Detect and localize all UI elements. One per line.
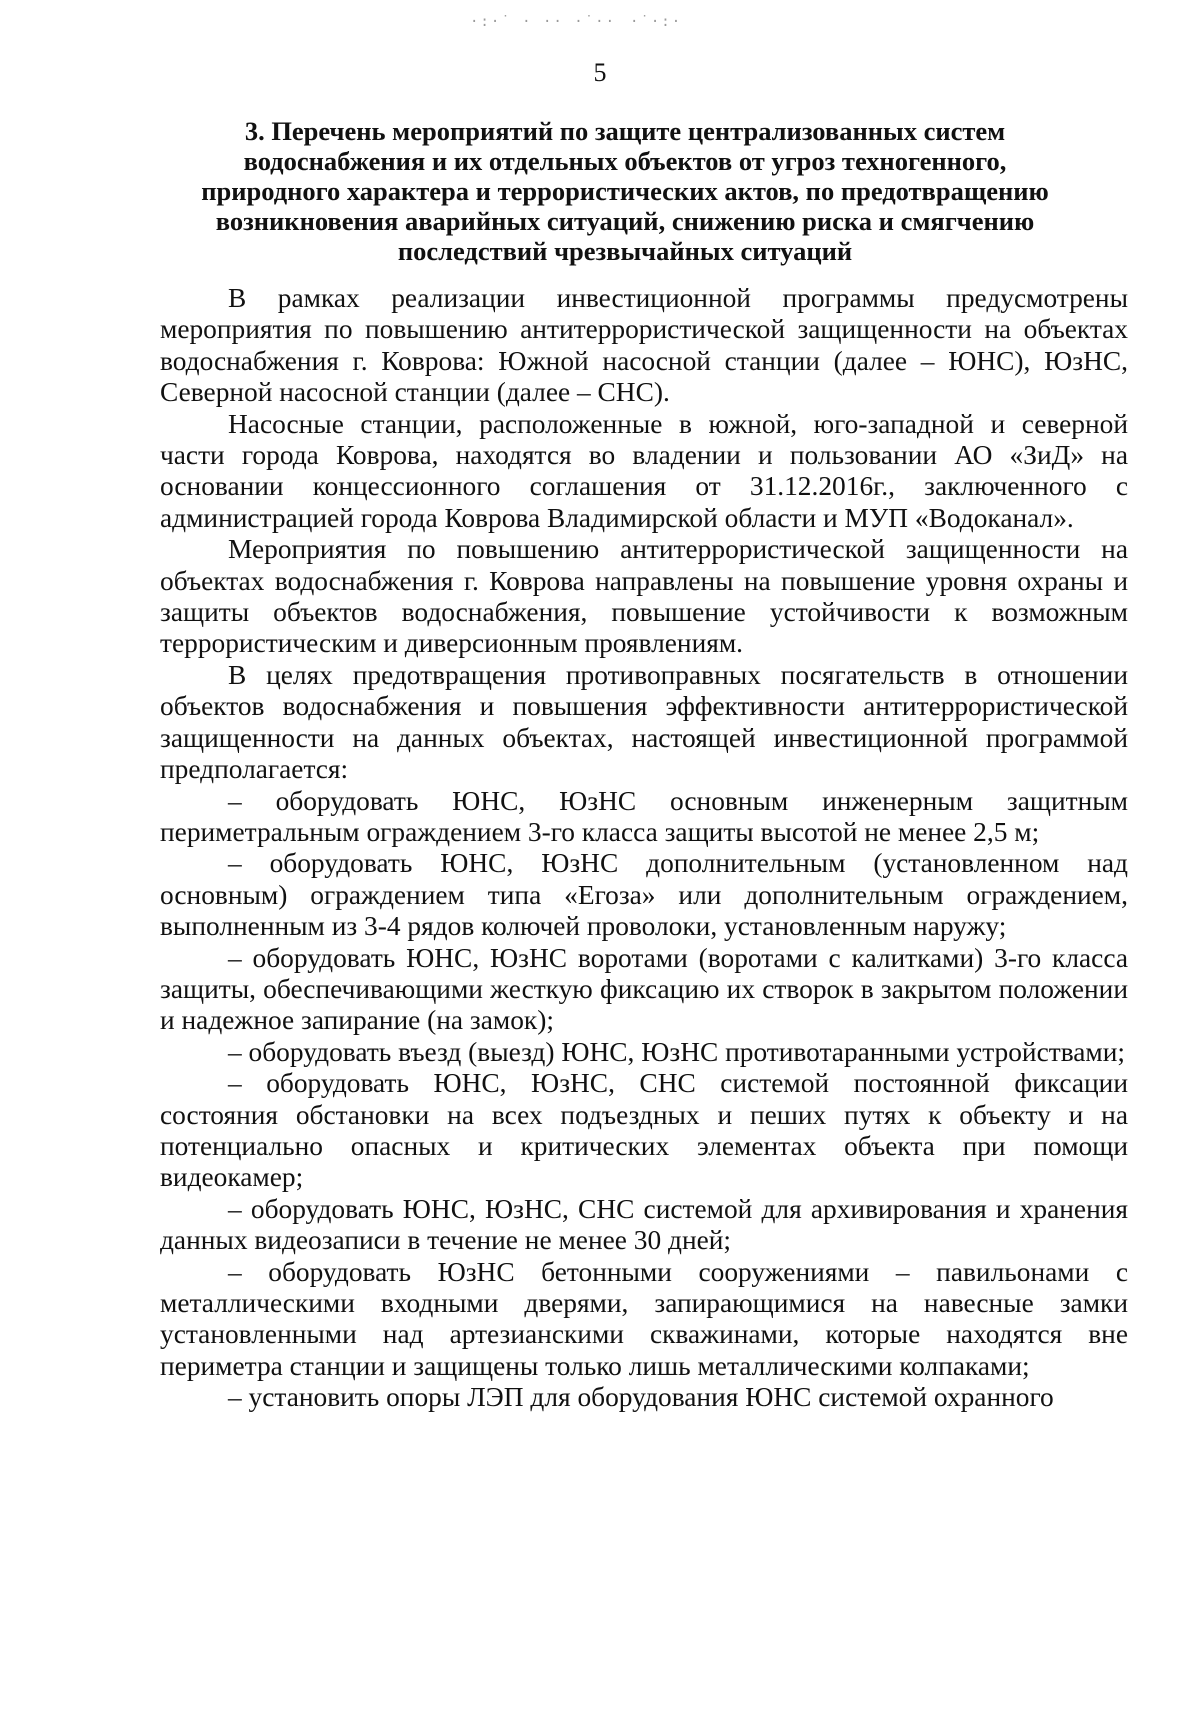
section-title-line: возникновения аварийных ситуаций, снижению риска и смягчению xyxy=(215,206,1035,236)
list-item: – оборудовать въезд (выезд) ЮНС, ЮзНС противотаранными устройствами; xyxy=(228,1036,1126,1067)
section-title-line: водоснабжения и их отдельных объектов от угроз техногенного, xyxy=(243,146,1007,176)
body-paragraph: В рамках реализации инвестиционной программы предусмотрены мероприятия по повышению антитеррористической защищенности на объектах водоснабжения г. Коврова: Южной насосной станции (далее – ЮНС), ЮзНС, Северной насосной станции (далее – СНС). xyxy=(160,283,1128,408)
list-item: – оборудовать ЮНС, ЮзНС, СНС системой для архивирования и хранения данных видеозаписи в течение не менее 30 дней; xyxy=(160,1193,1128,1256)
scan-artifact: ·˙·:· xyxy=(630,14,683,30)
list-item: – оборудовать ЮНС, ЮзНС основным инженерным защитным периметральным ограждением 3-го класса защиты высотой не менее 2,5 м; xyxy=(160,785,1128,847)
section-title-line: последствий чрезвычайных ситуаций xyxy=(397,236,853,266)
section-title-line: природного характера и террористических актов, по предотвращению xyxy=(201,176,1049,206)
body-paragraph: Насосные станции, расположенные в южной, юго-западной и северной части города Коврова, находятся во владении и пользовании АО «ЗиД» на основании концессионного соглашения от 31.12.2016г., заключенного с администрацией города Коврова Владимирской области и МУП «Водоканал». xyxy=(160,408,1128,533)
body-paragraph: В целях предотвращения противоправных посягательств в отношении объектов водоснабжения и повышения эффективности антитеррористической защищенности на данных объектах, настоящей инвестиционной программой предполагается: xyxy=(160,659,1128,785)
body-paragraph: Мероприятия по повышению антитеррористической защищенности на объектах водоснабжения г. Коврова направлены на повышение уровня охраны и защиты объектов водоснабжения, повышение устойчивости к возможным террористическим и диверсионным проявлениям. xyxy=(160,534,1128,659)
page-number: 5 xyxy=(593,58,607,87)
list-item: – оборудовать ЮНС, ЮзНС дополнительным (установленном над основным) ограждением типа «Егоза» или дополнительным ограждением, выполненным из 3-4 рядов колючей проволоки, установленным наружу; xyxy=(160,848,1128,942)
list-item: – установить опоры ЛЭП для оборудования ЮНС системой охранного xyxy=(228,1382,1054,1413)
section-title-line: 3. Перечень мероприятий по защите централизованных систем xyxy=(244,116,1006,146)
list-item: – оборудовать ЮНС, ЮзНС, СНС системой постоянной фиксации состояния обстановки на всех подъездных и пеших путях к объекту и на потенциально опасных и критических элементах объекта при помощи видеокамер; xyxy=(160,1068,1128,1193)
list-item: – оборудовать ЮНС, ЮзНС воротами (воротами с калитками) 3-го класса защиты, обеспечивающими жесткую фиксацию их створок в закрытом положении и надежное запирание (на замок); xyxy=(160,942,1128,1036)
scan-artifact: ·:·˙ · ·· ·˙·· xyxy=(470,14,617,30)
document-body xyxy=(160,283,1128,1414)
section-title xyxy=(150,116,1100,266)
list-item: – оборудовать ЮзНС бетонными сооружениями – павильонами с металлическими входными дверями, запирающимися на навесные замки установленными над артезианскими скважинами, которые находятся вне периметра станции и защищены только лишь металлическими колпаками; xyxy=(160,1256,1128,1381)
